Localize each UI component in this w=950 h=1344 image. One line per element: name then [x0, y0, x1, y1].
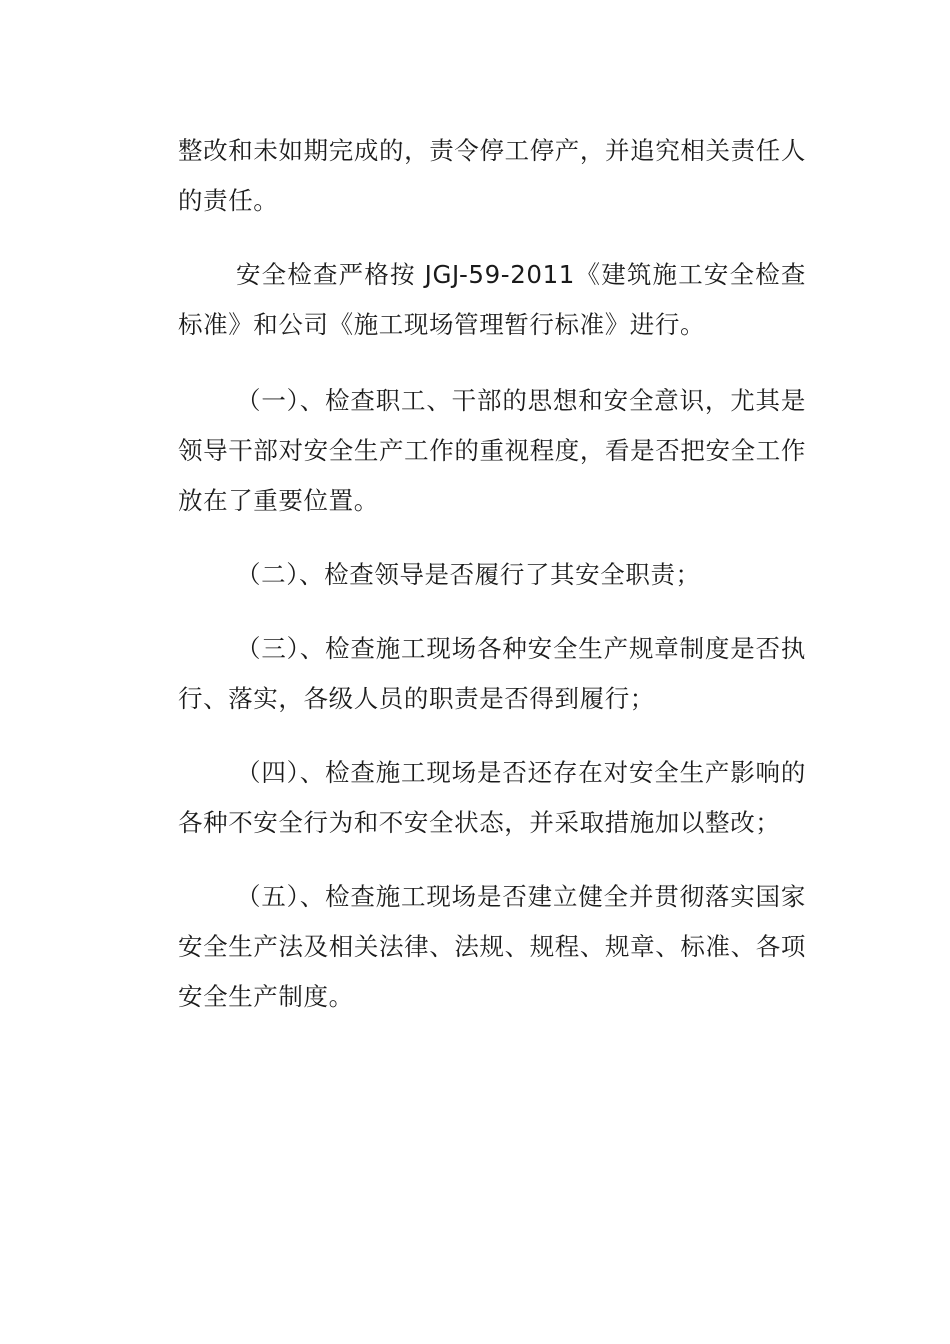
paragraph-item-3: （三）、检查施工现场各种安全生产规章制度是否执行、落实，各级人员的职责是否得到履行； — [178, 634, 806, 713]
paragraph-item-2: （二）、检查领导是否履行了其安全职责； — [236, 560, 701, 589]
paragraph-item-1: （一）、检查职工、干部的思想和安全意识，尤其是领导干部对安全生产工作的重视程度，看是否把安全工作放在了重要位置。 — [178, 386, 806, 515]
paragraph-inspection-standard: 安全检查严格按 JGJ-59-2011《建筑施工安全检查标准》和公司《施工现场管理暂行标准》进行。 — [178, 260, 806, 339]
paragraph-continuation: 整改和未如期完成的，责令停工停产，并追究相关责任人的责任。 — [178, 136, 806, 215]
paragraph-item-4: （四）、检查施工现场是否还存在对安全生产影响的各种不安全行为和不安全状态，并采取措施加以整改； — [178, 758, 806, 837]
paragraph-item-5: （五）、检查施工现场是否建立健全并贯彻落实国家安全生产法及相关法律、法规、规程、规章、标准、各项安全生产制度。 — [178, 882, 806, 1011]
